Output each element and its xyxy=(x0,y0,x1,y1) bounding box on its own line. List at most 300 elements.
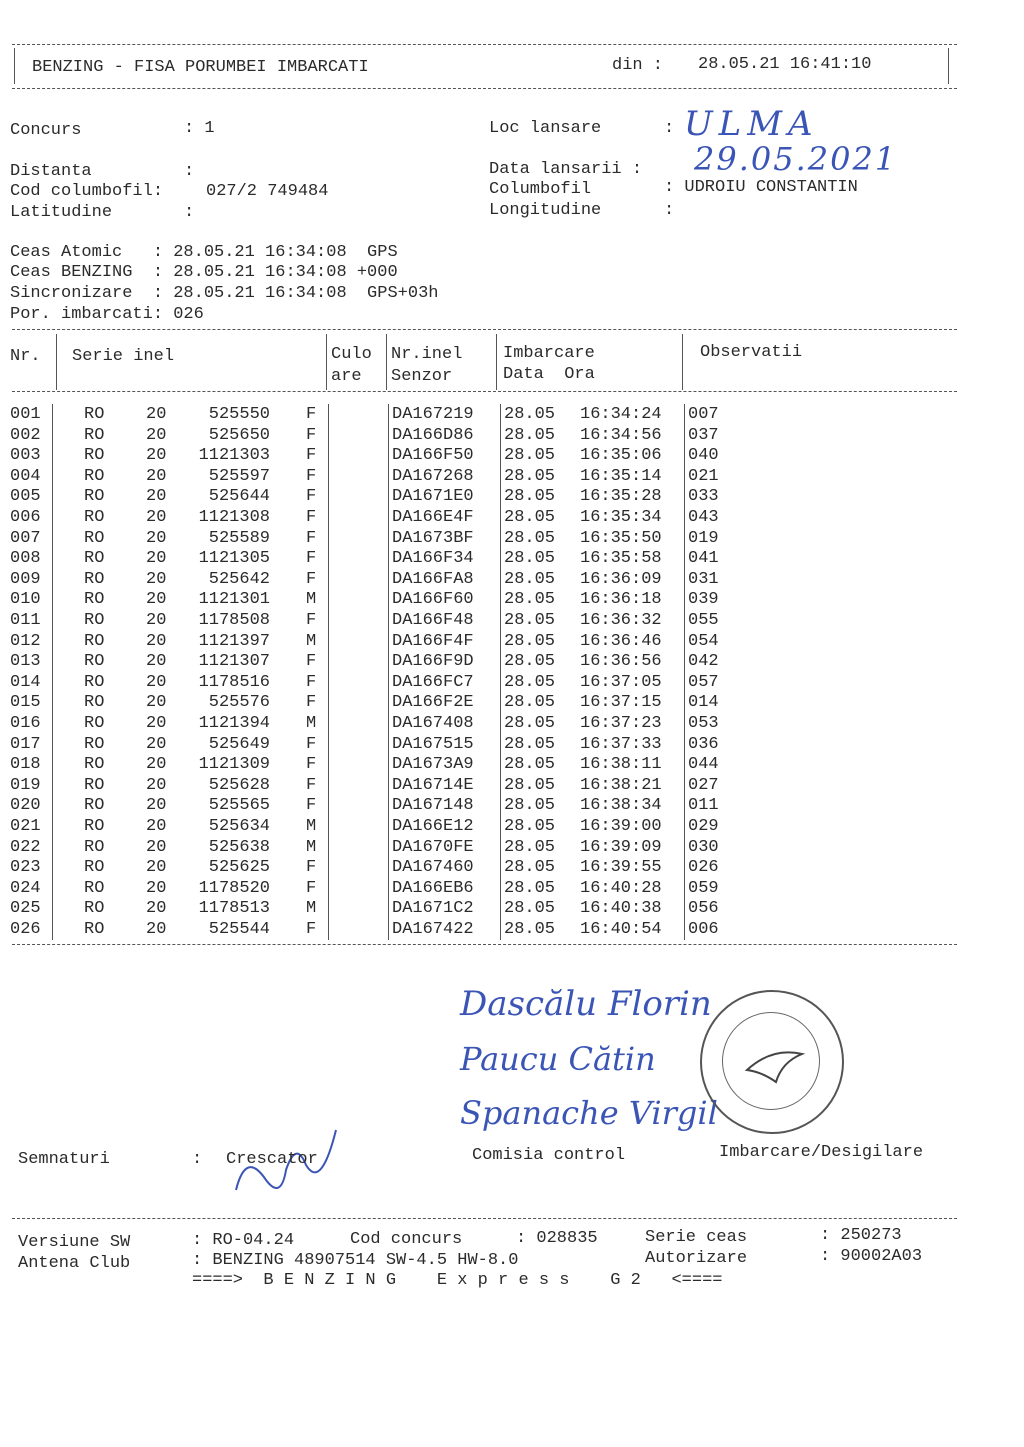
columbofil-label: Columbofil xyxy=(489,180,592,199)
cell-year: 20 xyxy=(146,899,167,919)
cell-sensor: DA166EB6 xyxy=(392,878,474,898)
cell-time: 16:40:54 xyxy=(580,920,662,939)
cell-country: RO xyxy=(84,446,105,466)
cell-country: RO xyxy=(84,549,105,569)
cell-sex: F xyxy=(306,425,317,445)
cell-sensor: DA166FC7 xyxy=(392,672,474,692)
cell-country: RO xyxy=(84,817,105,836)
distanta-colon: : xyxy=(184,162,195,181)
cell-sex: M xyxy=(306,631,317,651)
cell-time: 16:39:00 xyxy=(580,817,662,836)
cell-sensor: DA167515 xyxy=(392,734,474,754)
cell-year: 20 xyxy=(146,817,167,836)
cell-date: 28.05 xyxy=(504,693,556,713)
cell-sensor: DA166E4F xyxy=(392,508,474,527)
cell-nr: 012 xyxy=(10,631,41,651)
cell-sensor: DA166FA8 xyxy=(392,569,474,589)
longitudine-label: Longitudine xyxy=(489,201,602,220)
cell-country: RO xyxy=(84,714,105,733)
antena-club-label: Antena Club xyxy=(18,1254,131,1273)
semnaturi-label: Semnaturi xyxy=(18,1150,110,1169)
cell-observatii: 031 xyxy=(688,569,719,589)
table-row xyxy=(0,735,960,755)
porumbei-imbarcati: Por. imbarcati: 026 xyxy=(10,305,204,324)
cell-ring: 1178508 xyxy=(198,611,270,630)
cell-observatii: 053 xyxy=(688,714,719,733)
cell-ring: 1121397 xyxy=(198,631,270,651)
cell-country: RO xyxy=(84,796,105,816)
table-row xyxy=(0,467,960,487)
cell-time: 16:38:11 xyxy=(580,755,662,775)
cell-date: 28.05 xyxy=(504,425,556,445)
table-header-top xyxy=(12,329,957,330)
table-row xyxy=(0,405,960,425)
cell-observatii: 055 xyxy=(688,611,719,630)
signature-dascalu: Dascălu Florin xyxy=(460,984,712,1024)
cell-ring: 525642 xyxy=(208,569,270,589)
antena-club-value: : BENZING 48907514 SW-4.5 HW-8.0 xyxy=(192,1251,519,1270)
cell-date: 28.05 xyxy=(504,775,556,795)
cell-country: RO xyxy=(84,487,105,507)
cell-ring: 1178520 xyxy=(198,878,270,898)
cell-country: RO xyxy=(84,693,105,713)
cell-year: 20 xyxy=(146,672,167,692)
cell-date: 28.05 xyxy=(504,528,556,548)
cell-nr: 013 xyxy=(10,652,41,672)
table-row xyxy=(0,817,960,837)
data-lansarii-handwritten: 29.05.2021 xyxy=(694,140,898,178)
cell-year: 20 xyxy=(146,549,167,569)
cell-date: 28.05 xyxy=(504,590,556,610)
cell-time: 16:37:23 xyxy=(580,714,662,733)
cell-sex: F xyxy=(306,405,317,424)
versiune-sw-label: Versiune SW xyxy=(18,1233,131,1252)
cell-sex: F xyxy=(306,734,317,754)
cell-sex: F xyxy=(306,569,317,589)
cell-year: 20 xyxy=(146,858,167,878)
cell-country: RO xyxy=(84,672,105,692)
footer-top-border xyxy=(12,1218,957,1219)
cell-sensor: DA1673BF xyxy=(392,528,474,548)
table-row xyxy=(0,652,960,672)
cell-date: 28.05 xyxy=(504,755,556,775)
cell-date: 28.05 xyxy=(504,796,556,816)
cell-nr: 009 xyxy=(10,569,41,589)
autorizare-label: Autorizare xyxy=(645,1249,748,1268)
concurs-label: Concurs xyxy=(10,121,82,140)
cell-date: 28.05 xyxy=(504,714,556,733)
cod-concurs-label: Cod concurs xyxy=(350,1230,463,1249)
cell-year: 20 xyxy=(146,446,167,466)
cell-sex: F xyxy=(306,775,317,795)
cell-country: RO xyxy=(84,569,105,589)
cell-year: 20 xyxy=(146,405,167,424)
cell-sensor: DA1670FE xyxy=(392,837,474,857)
cell-time: 16:35:14 xyxy=(580,466,662,486)
cell-ring: 525634 xyxy=(208,817,270,836)
cell-sex: F xyxy=(306,487,317,507)
cell-nr: 010 xyxy=(10,590,41,610)
col-serie-header: Serie inel xyxy=(72,347,175,366)
cell-observatii: 042 xyxy=(688,652,719,672)
table-row xyxy=(0,838,960,858)
table-row xyxy=(0,611,960,631)
cell-time: 16:35:50 xyxy=(580,528,662,548)
document-title: BENZING - FISA PORUMBEI IMBARCATI xyxy=(32,58,369,77)
cell-nr: 020 xyxy=(10,796,41,816)
cell-time: 16:37:05 xyxy=(580,672,662,692)
table-row xyxy=(0,858,960,878)
cell-date: 28.05 xyxy=(504,549,556,569)
cell-sex: M xyxy=(306,714,317,733)
cod-concurs-value: : 028835 xyxy=(516,1229,598,1248)
table-row xyxy=(0,590,960,610)
cell-sex: F xyxy=(306,446,317,466)
cell-sensor: DA167268 xyxy=(392,466,474,486)
cell-observatii: 026 xyxy=(688,858,719,878)
col-sep-nrinel xyxy=(496,334,497,390)
signature-spanache: Spanache Virgil xyxy=(460,1094,718,1132)
col-culo-header: Culo xyxy=(331,345,372,364)
cell-time: 16:38:34 xyxy=(580,796,662,816)
benzing-express-banner: ====> B E N Z I N G E x p r e s s G 2 <==== xyxy=(192,1271,723,1290)
autorizare-value: : 90002A03 xyxy=(820,1247,923,1266)
cell-observatii: 037 xyxy=(688,425,719,445)
cell-sensor: DA1671E0 xyxy=(392,487,474,507)
cell-date: 28.05 xyxy=(504,858,556,878)
cell-sensor: DA167148 xyxy=(392,796,474,816)
col-sep-serie xyxy=(326,334,327,390)
cell-year: 20 xyxy=(146,920,167,939)
table-header-bottom xyxy=(12,391,957,392)
cell-year: 20 xyxy=(146,508,167,527)
header-top-border xyxy=(12,44,957,45)
cell-sensor: DA166F60 xyxy=(392,590,474,610)
serie-ceas-label: Serie ceas xyxy=(645,1228,748,1247)
cell-ring: 1121303 xyxy=(198,446,270,466)
table-row xyxy=(0,879,960,899)
cell-sex: F xyxy=(306,672,317,692)
loc-lansare-handwritten: ULMA xyxy=(684,104,819,144)
cell-sex: M xyxy=(306,899,317,919)
cell-ring: 525650 xyxy=(208,425,270,445)
cell-time: 16:34:56 xyxy=(580,425,662,445)
cell-year: 20 xyxy=(146,425,167,445)
cell-time: 16:36:46 xyxy=(580,631,662,651)
cell-sex: M xyxy=(306,590,317,610)
cell-observatii: 054 xyxy=(688,631,719,651)
col-imbarcare-header: Imbarcare xyxy=(503,344,595,363)
imbarcare-desigilare-label: Imbarcare/Desigilare xyxy=(719,1143,924,1162)
cell-sex: F xyxy=(306,611,317,630)
cell-sex: F xyxy=(306,878,317,898)
cell-sensor: DA167408 xyxy=(392,714,474,733)
cell-date: 28.05 xyxy=(504,652,556,672)
cell-observatii: 006 xyxy=(688,920,719,939)
cell-year: 20 xyxy=(146,734,167,754)
cell-year: 20 xyxy=(146,487,167,507)
cell-country: RO xyxy=(84,920,105,939)
col-nrinel-header: Nr.inel xyxy=(391,345,463,364)
cell-time: 16:39:09 xyxy=(580,837,662,857)
sincronizare: Sincronizare : 28.05.21 16:34:08 GPS+03h xyxy=(10,284,439,303)
cell-ring: 525628 xyxy=(208,775,270,795)
cell-date: 28.05 xyxy=(504,672,556,692)
cell-time: 16:36:56 xyxy=(580,652,662,672)
cell-time: 16:35:34 xyxy=(580,508,662,527)
cell-date: 28.05 xyxy=(504,487,556,507)
cell-sensor: DA166F34 xyxy=(392,549,474,569)
ceas-atomic: Ceas Atomic : 28.05.21 16:34:08 GPS xyxy=(10,243,398,262)
cell-observatii: 007 xyxy=(688,405,719,424)
cell-nr: 007 xyxy=(10,528,41,548)
latitudine-colon: : xyxy=(184,203,195,222)
cell-ring: 525625 xyxy=(208,858,270,878)
cell-country: RO xyxy=(84,899,105,919)
cod-columbofil-value: 027/2 749484 xyxy=(206,182,329,201)
cell-observatii: 027 xyxy=(688,775,719,795)
din-label: din : xyxy=(612,56,664,75)
cell-nr: 011 xyxy=(10,611,41,630)
cell-ring: 525649 xyxy=(208,734,270,754)
cell-sex: M xyxy=(306,817,317,836)
cell-time: 16:40:28 xyxy=(580,878,662,898)
cell-sensor: DA167460 xyxy=(392,858,474,878)
data-lansarii-label: Data lansarii : xyxy=(489,160,643,179)
cell-date: 28.05 xyxy=(504,446,556,466)
cell-observatii: 029 xyxy=(688,817,719,836)
table-row xyxy=(0,776,960,796)
cell-sensor: DA16714E xyxy=(392,775,474,795)
cell-time: 16:36:09 xyxy=(580,569,662,589)
cell-ring: 1178516 xyxy=(198,672,270,692)
cell-sex: F xyxy=(306,549,317,569)
cell-sensor: DA166F50 xyxy=(392,446,474,466)
cell-nr: 021 xyxy=(10,817,41,836)
cell-date: 28.05 xyxy=(504,569,556,589)
cell-year: 20 xyxy=(146,837,167,857)
cell-date: 28.05 xyxy=(504,899,556,919)
cell-country: RO xyxy=(84,775,105,795)
table-bottom-border xyxy=(12,944,957,945)
comisia-control-label: Comisia control xyxy=(472,1146,626,1165)
cell-year: 20 xyxy=(146,796,167,816)
cell-sensor: DA167219 xyxy=(392,405,474,424)
cell-nr: 026 xyxy=(10,920,41,939)
signature-paucu: Paucu Cătin xyxy=(460,1040,656,1078)
cell-country: RO xyxy=(84,734,105,754)
cell-time: 16:35:28 xyxy=(580,487,662,507)
cell-sex: F xyxy=(306,508,317,527)
cell-time: 16:35:06 xyxy=(580,446,662,466)
cell-sensor: DA166D86 xyxy=(392,425,474,445)
distanta-label: Distanta xyxy=(10,162,92,181)
cell-sensor: DA166F2E xyxy=(392,693,474,713)
cell-ring: 525565 xyxy=(208,796,270,816)
cell-ring: 525550 xyxy=(208,405,270,424)
cod-columbofil-label: Cod columbofil: xyxy=(10,182,164,201)
col-sep-nr xyxy=(56,334,57,390)
ceas-benzing: Ceas BENZING : 28.05.21 16:34:08 +000 xyxy=(10,263,398,282)
cell-year: 20 xyxy=(146,631,167,651)
cell-observatii: 059 xyxy=(688,878,719,898)
table-row xyxy=(0,632,960,652)
cell-country: RO xyxy=(84,878,105,898)
table-row xyxy=(0,714,960,734)
cell-nr: 024 xyxy=(10,878,41,898)
table-row xyxy=(0,426,960,446)
cell-ring: 525576 xyxy=(208,693,270,713)
crescator-label: Crescator xyxy=(226,1150,318,1169)
cell-sex: F xyxy=(306,652,317,672)
cell-sensor: DA166F9D xyxy=(392,652,474,672)
cell-time: 16:36:32 xyxy=(580,611,662,630)
cell-ring: 525644 xyxy=(208,487,270,507)
cell-ring: 1178513 xyxy=(198,899,270,919)
cell-country: RO xyxy=(84,837,105,857)
cell-nr: 015 xyxy=(10,693,41,713)
cell-sensor: DA166F4F xyxy=(392,631,474,651)
cell-sex: M xyxy=(306,837,317,857)
cell-country: RO xyxy=(84,425,105,445)
cell-observatii: 030 xyxy=(688,837,719,857)
cell-observatii: 036 xyxy=(688,734,719,754)
cell-observatii: 019 xyxy=(688,528,719,548)
loc-lansare-colon: : xyxy=(664,119,675,138)
table-row xyxy=(0,693,960,713)
cell-nr: 025 xyxy=(10,899,41,919)
cell-observatii: 033 xyxy=(688,487,719,507)
col-sep-imbarcare xyxy=(682,334,683,390)
cell-sex: F xyxy=(306,466,317,486)
cell-year: 20 xyxy=(146,528,167,548)
cell-year: 20 xyxy=(146,466,167,486)
cell-date: 28.05 xyxy=(504,631,556,651)
cell-time: 16:37:33 xyxy=(580,734,662,754)
col-sep-culo xyxy=(386,334,387,390)
cell-observatii: 040 xyxy=(688,446,719,466)
cell-observatii: 041 xyxy=(688,549,719,569)
cell-nr: 022 xyxy=(10,837,41,857)
cell-ring: 1121308 xyxy=(198,508,270,527)
table-row xyxy=(0,529,960,549)
cell-nr: 004 xyxy=(10,466,41,486)
cell-ring: 525638 xyxy=(208,837,270,857)
col-senzor-header: Senzor xyxy=(391,367,453,386)
cell-ring: 1121305 xyxy=(198,549,270,569)
semnaturi-colon: : xyxy=(192,1150,203,1169)
cell-ring: 525597 xyxy=(208,466,270,486)
cell-date: 28.05 xyxy=(504,878,556,898)
cell-ring: 1121309 xyxy=(198,755,270,775)
cell-sensor: DA166E12 xyxy=(392,817,474,836)
cell-year: 20 xyxy=(146,693,167,713)
cell-sex: F xyxy=(306,858,317,878)
cell-ring: 525544 xyxy=(208,920,270,939)
cell-year: 20 xyxy=(146,611,167,630)
header-bottom-border xyxy=(12,88,957,89)
cell-date: 28.05 xyxy=(504,508,556,527)
cell-nr: 017 xyxy=(10,734,41,754)
cell-year: 20 xyxy=(146,590,167,610)
cell-time: 16:37:15 xyxy=(580,693,662,713)
cell-year: 20 xyxy=(146,714,167,733)
cell-time: 16:35:58 xyxy=(580,549,662,569)
cell-time: 16:34:24 xyxy=(580,405,662,424)
dove-icon xyxy=(702,992,842,1132)
cell-country: RO xyxy=(84,858,105,878)
col-data-ora-header: Data Ora xyxy=(503,365,595,384)
table-row xyxy=(0,899,960,919)
cell-date: 28.05 xyxy=(504,734,556,754)
cell-nr: 006 xyxy=(10,508,41,527)
cell-observatii: 056 xyxy=(688,899,719,919)
cell-nr: 002 xyxy=(10,425,41,445)
cell-nr: 018 xyxy=(10,755,41,775)
cell-country: RO xyxy=(84,508,105,527)
cell-observatii: 021 xyxy=(688,466,719,486)
cell-country: RO xyxy=(84,652,105,672)
cell-nr: 016 xyxy=(10,714,41,733)
cell-ring: 1121307 xyxy=(198,652,270,672)
cell-date: 28.05 xyxy=(504,466,556,486)
cell-nr: 008 xyxy=(10,549,41,569)
cell-country: RO xyxy=(84,466,105,486)
cell-sex: F xyxy=(306,796,317,816)
cell-date: 28.05 xyxy=(504,837,556,857)
cell-sex: F xyxy=(306,693,317,713)
cell-country: RO xyxy=(84,528,105,548)
table-row xyxy=(0,755,960,775)
cell-time: 16:36:18 xyxy=(580,590,662,610)
header-left-border xyxy=(14,48,15,84)
cell-date: 28.05 xyxy=(504,405,556,424)
cell-observatii: 039 xyxy=(688,590,719,610)
cell-year: 20 xyxy=(146,878,167,898)
longitudine-colon: : xyxy=(664,201,675,220)
din-value: 28.05.21 16:41:10 xyxy=(698,55,872,74)
cell-country: RO xyxy=(84,611,105,630)
loc-lansare-label: Loc lansare xyxy=(489,119,602,138)
cell-country: RO xyxy=(84,755,105,775)
latitudine-label: Latitudine xyxy=(10,203,113,222)
col-are-header: are xyxy=(331,367,362,386)
table-row xyxy=(0,487,960,507)
table-row xyxy=(0,796,960,816)
cell-nr: 023 xyxy=(10,858,41,878)
table-row xyxy=(0,570,960,590)
cell-date: 28.05 xyxy=(504,920,556,939)
cell-year: 20 xyxy=(146,775,167,795)
cell-time: 16:39:55 xyxy=(580,858,662,878)
table-row xyxy=(0,673,960,693)
cell-nr: 005 xyxy=(10,487,41,507)
cell-sensor: DA1671C2 xyxy=(392,899,474,919)
cell-date: 28.05 xyxy=(504,817,556,836)
cell-observatii: 043 xyxy=(688,508,719,527)
cell-observatii: 011 xyxy=(688,796,719,816)
cell-time: 16:38:21 xyxy=(580,775,662,795)
columbofil-value: : UDROIU CONSTANTIN xyxy=(664,178,858,197)
col-nr-header: Nr. xyxy=(10,347,41,366)
cell-observatii: 014 xyxy=(688,693,719,713)
cell-sex: F xyxy=(306,920,317,939)
cell-nr: 003 xyxy=(10,446,41,466)
cell-ring: 525589 xyxy=(208,528,270,548)
table-row xyxy=(0,549,960,569)
cell-sensor: DA167422 xyxy=(392,920,474,939)
cell-sensor: DA1673A9 xyxy=(392,755,474,775)
